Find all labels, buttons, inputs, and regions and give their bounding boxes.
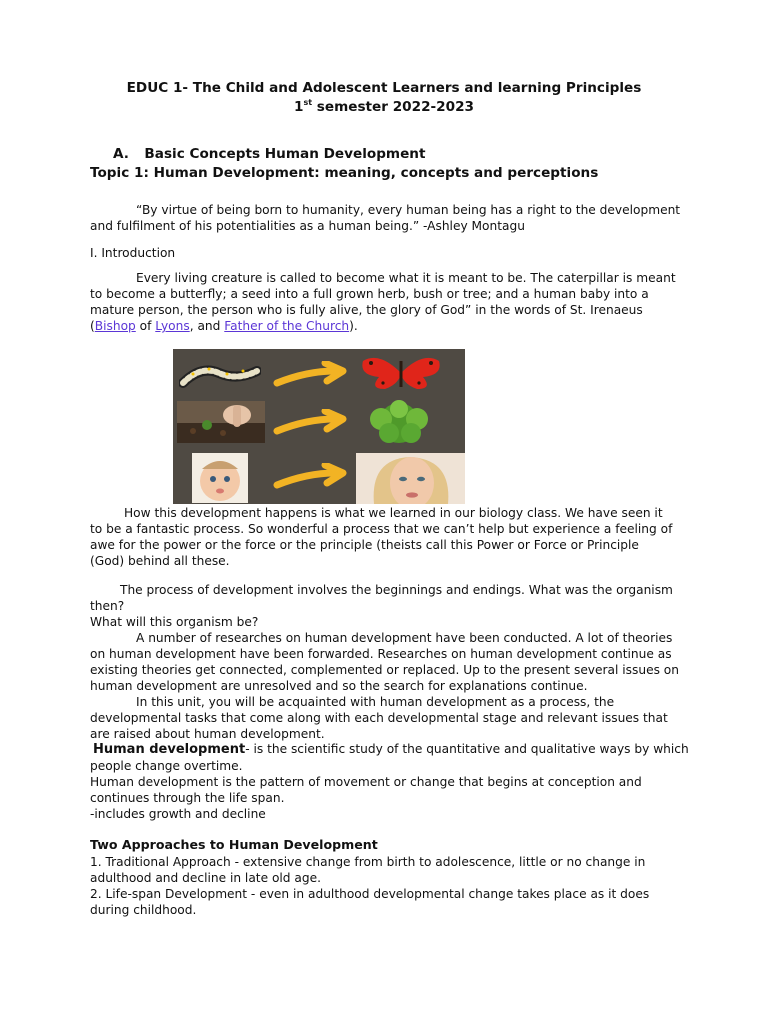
research-paragraph	[90, 630, 690, 694]
definition-line-1	[90, 741, 690, 758]
definition-line-3: Human development is the pattern of movement or change that begins at conception and	[90, 775, 642, 789]
seed-image	[177, 401, 265, 443]
unit-line-2: developmental tasks that come along with each developmental stage and relevant issues that	[90, 711, 668, 725]
unit-line-1: In this unit, you will be acquainted with human development as a process, the	[136, 695, 615, 709]
arrow-icon	[273, 409, 349, 439]
caterpillar-image	[179, 357, 261, 391]
title-line-1: EDUC 1- The Child and Adolescent Learners and learning Principles	[126, 80, 642, 96]
approach-2-line-2: during childhood.	[90, 903, 197, 917]
paren-close: ).	[349, 319, 358, 333]
definition-paragraph	[90, 741, 690, 822]
arrow-icon	[273, 463, 349, 493]
development-figure	[173, 349, 465, 504]
word-of: of	[135, 319, 156, 333]
plant-image	[359, 399, 439, 445]
unit-line-3: are raised about human development.	[90, 727, 325, 741]
definition-term: Human development	[93, 742, 246, 757]
section-a-marker: A.	[113, 146, 129, 162]
research-line-3: existing theories get connected, complemented or replaced. Up to the present several issues on	[90, 663, 679, 677]
semester-ordinal: st	[303, 98, 313, 107]
section-a-label: Basic Concepts Human Development	[144, 146, 426, 162]
section-a-heading	[113, 145, 425, 163]
bishop-link[interactable]: Bishop	[94, 319, 136, 333]
research-line-2: on human development have been forwarded. Researches on human development continue as	[90, 647, 672, 661]
biology-line-1: How this development happens is what we learned in our biology class. We have seen it	[124, 506, 663, 520]
semester-number: 1	[293, 99, 304, 115]
lyons-link[interactable]: Lyons	[155, 319, 190, 333]
approach-1-line-2: adulthood and decline in late old age.	[90, 871, 321, 885]
semester-text: semester 2022-2023	[312, 99, 475, 115]
paren-open: (	[90, 319, 95, 333]
research-line-4: human development are unresolved and so the search for explanations continue.	[90, 679, 588, 693]
process-line-3: What will this organism be?	[90, 615, 259, 629]
biology-line-2: to be a fantastic process. So wonderful a process that we can’t help but experience a feeling of	[90, 522, 673, 536]
word-and: , and	[189, 319, 225, 333]
semester-line	[0, 98, 768, 116]
research-line-1: A number of researches on human development have been conducted. A lot of theories	[136, 631, 673, 645]
process-line-1: The process of development involves the beginnings and endings. What was the organism	[120, 583, 673, 597]
document-title	[0, 79, 768, 97]
introduction-heading: I. Introduction	[90, 246, 176, 260]
butterfly-image	[359, 353, 443, 393]
intro-paragraph	[90, 270, 690, 334]
intro-line-4	[90, 318, 690, 334]
quote-line-2: and fulfilment of his potentialities as a human being.” -Ashley Montagu	[90, 219, 525, 233]
definition-line-5: -includes growth and decline	[90, 807, 266, 821]
quote-line-1: “By virtue of being born to humanity, every human being has a right to the development	[136, 203, 681, 217]
quote-paragraph	[90, 202, 690, 234]
definition-text: - is the scientific study of the quantitative and qualitative ways by which	[245, 742, 689, 756]
approaches-list	[90, 854, 690, 918]
intro-line-3: mature person, the person who is fully alive, the glory of God” in the words of St. Irenaeus	[90, 303, 643, 317]
process-line-2: then?	[90, 599, 125, 613]
topic-heading: Topic 1: Human Development: meaning, concepts and perceptions	[90, 165, 599, 181]
approaches-heading: Two Approaches to Human Development	[90, 837, 378, 852]
approach-1-line-1: 1. Traditional Approach - extensive change from birth to adolescence, little or no change in	[90, 855, 646, 869]
approach-2-line-1: 2. Life-span Development - even in adulthood developmental change takes place as it does	[90, 887, 650, 901]
arrow-icon	[273, 361, 349, 391]
adult-woman-image	[356, 453, 465, 504]
intro-line-2: to become a butterfly; a seed into a full grown herb, bush or tree; and a human baby into a	[90, 287, 649, 301]
biology-line-4: (God) behind all these.	[90, 554, 230, 568]
definition-line-2: people change overtime.	[90, 759, 243, 773]
intro-line-1: Every living creature is called to become what it is meant to be. The caterpillar is meant	[136, 271, 676, 285]
unit-paragraph	[90, 694, 690, 742]
definition-line-4: continues through the life span.	[90, 791, 285, 805]
process-paragraph	[90, 582, 690, 630]
baby-image	[192, 453, 248, 503]
biology-paragraph	[90, 505, 690, 569]
father-of-the-church-link[interactable]: Father of the Church	[224, 319, 350, 333]
biology-line-3: awe for the power or the force or the principle (theists call this Power or Force or Principle	[90, 538, 639, 552]
